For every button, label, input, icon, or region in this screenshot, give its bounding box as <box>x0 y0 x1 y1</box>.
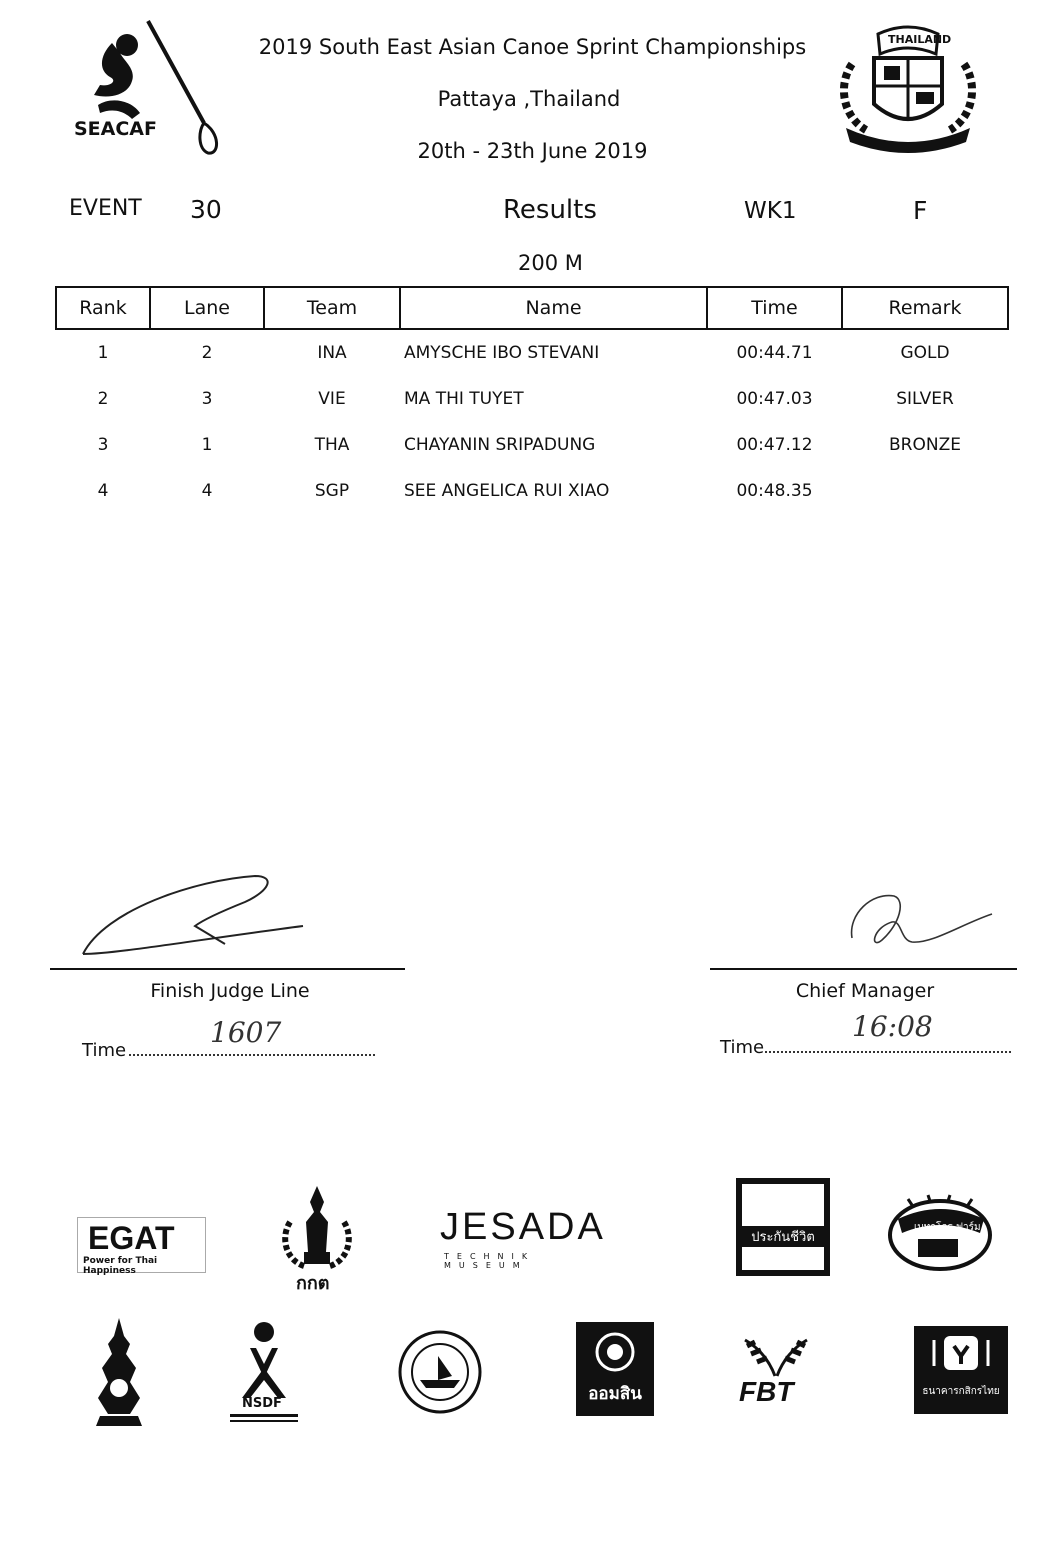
chief-manager-signature <box>842 884 1002 964</box>
time-cell: 00:48.35 <box>736 481 813 501</box>
remark-cell: GOLD <box>900 343 950 363</box>
lane-cell: 4 <box>201 481 213 501</box>
table-row <box>56 468 1008 514</box>
finish-judge-time-dots <box>129 1054 375 1056</box>
finish-judge-signature-line <box>50 968 405 970</box>
egat-logo-tagline: Power for Thai Happiness <box>83 1256 158 1276</box>
event-stage: F <box>913 196 928 225</box>
chief-manager-time-handwritten: 16:08 <box>852 1010 933 1043</box>
chief-manager-time-label: Time <box>720 1037 765 1058</box>
finish-judge-signature <box>75 870 315 960</box>
nsdf-logo-text: NSDF <box>242 1396 282 1411</box>
name-cell: MA THI TUYET <box>404 389 524 409</box>
name-cell: CHAYANIN SRIPADUNG <box>404 435 596 455</box>
header-team: Team <box>264 287 400 329</box>
table-row <box>56 329 1008 376</box>
team-cell: VIE <box>318 389 346 409</box>
navy-emblem-logo <box>90 1318 148 1430</box>
header-time: Time <box>707 287 842 329</box>
rank-cell: 3 <box>97 435 109 455</box>
fbt-logo <box>735 1336 817 1410</box>
finish-judge-time-handwritten: 1607 <box>210 1016 282 1049</box>
jesada-logo-tagline: TECHNIK MUSEUM <box>444 1252 536 1270</box>
royal-emblem-text: กกต <box>296 1273 330 1294</box>
header-lane: Lane <box>150 287 264 329</box>
kbank-logo <box>914 1326 1008 1414</box>
rank-cell: 4 <box>97 481 109 501</box>
name-cell: AMYSCHE IBO STEVANI <box>404 343 600 363</box>
royal-emblem-logo <box>276 1182 358 1292</box>
table-header-row <box>56 287 1008 329</box>
event-label: EVENT <box>69 196 142 221</box>
results-title: Results <box>503 195 597 225</box>
farm-logo-text: เบทาโกร ฟาร์ม <box>914 1222 981 1233</box>
kbank-logo-text: ธนาคารกสิกรไทย <box>922 1386 1000 1397</box>
championship-title: 2019 South East Asian Canoe Sprint Championships <box>258 35 807 59</box>
fbt-logo-text: FBT <box>739 1376 794 1407</box>
chief-manager-time-dots <box>765 1051 1011 1053</box>
header-remark: Remark <box>842 287 1008 329</box>
event-class: WK1 <box>744 198 797 224</box>
egat-logo-text: EGAT <box>88 1220 175 1256</box>
port-authority-seal <box>398 1330 482 1414</box>
jesada-logo <box>440 1206 610 1270</box>
lane-cell: 1 <box>201 435 213 455</box>
event-distance: 200 M <box>518 251 583 275</box>
event-number: 30 <box>190 195 222 224</box>
name-cell: SEE ANGELICA RUI XIAO <box>404 481 610 501</box>
header-name: Name <box>400 287 707 329</box>
team-cell: THA <box>314 435 350 455</box>
lane-cell: 2 <box>201 343 213 363</box>
chief-manager-signature-line <box>710 968 1017 970</box>
remark-cell <box>842 468 1008 514</box>
chief-manager-label: Chief Manager <box>795 980 935 1002</box>
insurance-logo-text: ประกันชีวิต <box>742 1226 824 1247</box>
team-cell: SGP <box>314 481 350 501</box>
table-row <box>56 422 1008 468</box>
table-row <box>56 376 1008 422</box>
insurance-logo <box>736 1178 830 1276</box>
team-cell: INA <box>317 343 347 363</box>
rank-cell: 2 <box>97 389 109 409</box>
time-cell: 00:44.71 <box>736 343 813 363</box>
finish-judge-label: Finish Judge Line <box>150 980 310 1002</box>
gsb-logo <box>576 1322 654 1416</box>
results-table <box>55 286 1009 514</box>
finish-judge-time-label: Time <box>82 1040 127 1061</box>
event-dates: 20th - 23th June 2019 <box>417 139 648 163</box>
farm-logo <box>888 1193 998 1281</box>
time-cell: 00:47.03 <box>736 389 813 409</box>
lane-cell: 3 <box>201 389 213 409</box>
rank-cell: 1 <box>97 343 109 363</box>
egat-logo <box>77 1217 206 1276</box>
header-rank: Rank <box>56 287 150 329</box>
jesada-logo-text: JESADA <box>440 1206 606 1248</box>
time-cell: 00:47.12 <box>736 435 813 455</box>
seacaf-logo-text: SEACAF <box>74 118 157 140</box>
remark-cell: BRONZE <box>889 435 961 455</box>
gsb-logo-text: ออมสิน <box>588 1384 642 1404</box>
thailand-emblem-text: THAILAND <box>888 33 952 46</box>
remark-cell: SILVER <box>896 389 954 409</box>
event-location: Pattaya ,Thailand <box>437 87 621 111</box>
nsdf-logo <box>224 1318 304 1430</box>
